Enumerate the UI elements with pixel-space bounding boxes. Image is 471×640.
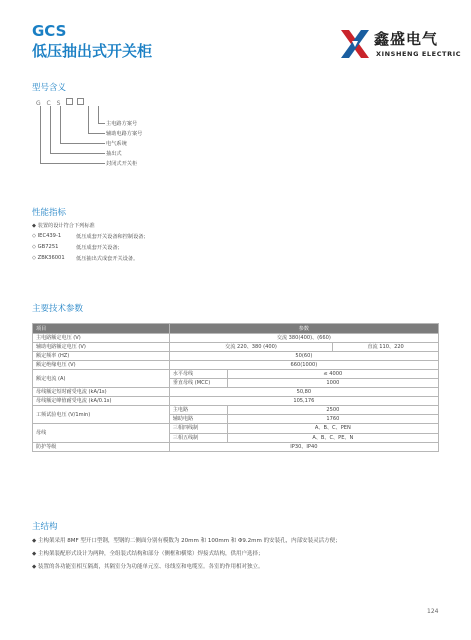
tech-params-heading: 主要技术参数 (32, 304, 84, 314)
standard-desc: 低压抽出式成套开关设备。 (76, 256, 139, 262)
row-sublabel: 辅助电路 (169, 415, 227, 424)
col-header-param: 参数 (169, 324, 438, 334)
row-value: IP30、IP40 (169, 442, 438, 451)
row-label: 主电路额定电压 (V) (33, 334, 170, 343)
structure-item: ◆ 主构架采用 8MF 型开口型钢，型钢的二侧面分别有模数为 20mm 和 100mm 和 Φ9.2mm 的安装孔，内部安装灵活方便； (32, 538, 341, 544)
standard-code: ◇ ZBK36001 (32, 255, 65, 261)
performance-heading: 性能指标 (32, 208, 67, 218)
table-row (33, 361, 439, 370)
model-meaning-heading: 型号含义 (32, 83, 67, 93)
row-label: 额定电流 (A) (33, 370, 170, 388)
row-value: A、B、C、PE、N (227, 433, 438, 442)
table-row (33, 406, 439, 415)
structure-item: ◆ 装置的各功能室相互隔离，其隔室分为功能单元室、母线室和电缆室。各室的作用相对独立。 (32, 564, 264, 570)
product-code-title: GCS (32, 22, 67, 40)
row-value: 直流 110、220 (333, 343, 439, 352)
row-value: 50(60) (169, 352, 438, 361)
row-label: 额定绝缘电压 (V) (33, 361, 170, 370)
row-label: 工频试验电压 (V/1min) (33, 406, 170, 424)
product-name-title: 低压抽出式开关柜 (32, 42, 153, 60)
table-row (33, 424, 439, 433)
model-code-box-1 (66, 98, 73, 105)
row-value: ≤ 4000 (227, 370, 438, 379)
table-row (33, 442, 439, 451)
row-sublabel: 主电路 (169, 406, 227, 415)
standard-desc: 低压成套开关设备； (76, 245, 123, 251)
col-header-item: 项目 (33, 324, 170, 334)
company-logo-icon (339, 28, 371, 60)
table-row (33, 352, 439, 361)
row-value: 660(1000) (169, 361, 438, 370)
table-row (33, 397, 439, 406)
row-value: 1000 (227, 379, 438, 388)
legend-item: 辅助电路方案号 (106, 131, 143, 137)
brand-name-en: XINSHENG ELECTRIC (376, 50, 462, 58)
legend-item: 封闭式开关柜 (106, 161, 138, 167)
row-value: 2500 (227, 406, 438, 415)
model-code-box-2 (77, 98, 84, 105)
standard-code: ◇ IEC439-1 (32, 233, 62, 239)
row-value: A、B、C、PEN (227, 424, 438, 433)
model-code-letters: G C S (36, 100, 63, 107)
table-header-row (33, 324, 439, 334)
row-sublabel: 三相四线制 (169, 424, 227, 433)
row-label: 额定频率 (HZ) (33, 352, 170, 361)
row-label: 辅助电路额定电压 (V) (33, 343, 170, 352)
row-label: 母线额定短时耐受电流 (kA/1s) (33, 388, 170, 397)
legend-item: 主电路方案号 (106, 121, 138, 127)
row-label: 母线 (33, 424, 170, 442)
row-value: 交流 380(400)、(660) (169, 334, 438, 343)
structure-heading: 主结构 (32, 522, 58, 532)
table-row (33, 370, 439, 379)
legend-item: 抽出式 (106, 151, 122, 157)
row-sublabel: 水平母线 (169, 370, 227, 379)
row-sublabel: 三相五线制 (169, 433, 227, 442)
standard-code: ◇ GB7251 (32, 244, 59, 250)
structure-item: ◆ 主构架装配形式设计为两种，全组装式结构和部分（侧框和横梁）焊接式结构，供用户选择； (32, 551, 264, 557)
legend-item: 电气系统 (106, 141, 127, 147)
standards-intro: ◆ 装置的设计符合下列标准 (32, 223, 95, 229)
legend-connector-5 (40, 106, 105, 164)
table-row (33, 334, 439, 343)
row-sublabel: 垂直母线 (MCC) (169, 379, 227, 388)
row-value: 105,176 (169, 397, 438, 406)
standard-desc: 低压成套开关设备和控制设备； (76, 234, 149, 240)
row-value: 50,80 (169, 388, 438, 397)
tech-params-table (32, 323, 439, 452)
brand-name-cn: 鑫盛电气 (374, 30, 439, 48)
page-number: 124 (427, 608, 439, 615)
row-label: 防护等级 (33, 442, 170, 451)
table-row (33, 388, 439, 397)
table-row (33, 343, 439, 352)
row-label: 母线额定峰值耐受电流 (kA/0.1s) (33, 397, 170, 406)
row-value: 1760 (227, 415, 438, 424)
row-value: 交流 220、380 (400) (169, 343, 333, 352)
